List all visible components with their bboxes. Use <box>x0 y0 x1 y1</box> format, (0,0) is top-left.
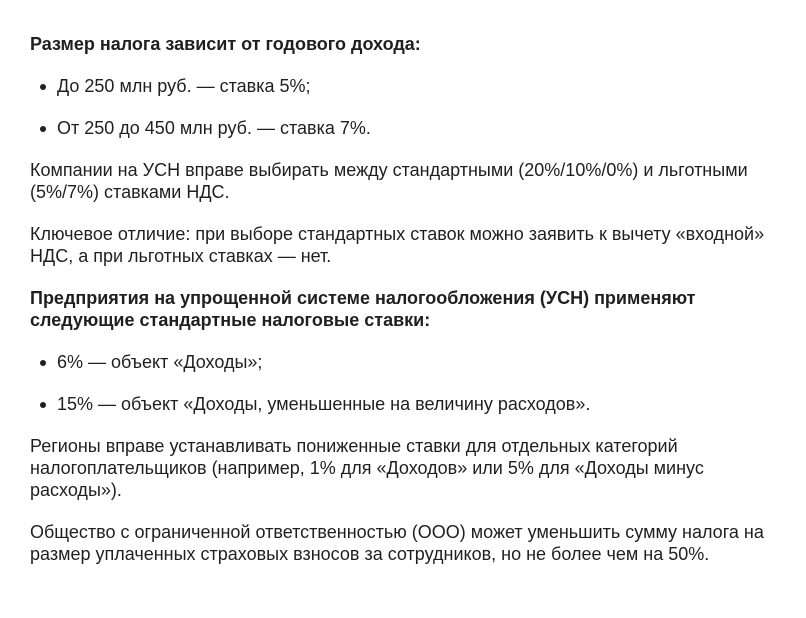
list-item-text: 6% — объект «Доходы»; <box>57 352 263 372</box>
bullet-icon <box>40 360 46 366</box>
bullet-icon <box>40 402 46 408</box>
list-item-text: От 250 до 450 млн руб. — ставка 7%. <box>57 118 371 138</box>
section-heading-income: Размер налога зависит от годового дохода: <box>30 34 421 54</box>
list-item <box>30 393 776 415</box>
list-item-text: До 250 млн руб. — ставка 5%; <box>57 76 311 96</box>
paragraph-vat-choice: Компании на УСН вправе выбирать между стандартными (20%/10%/0%) и льготными (5%/7%) ставками НДС. <box>30 160 748 202</box>
paragraph-key-difference: Ключевое отличие: при выборе стандартных ставок можно заявить к вычету «входной» НДС, а при льготных ставках — нет. <box>30 224 765 266</box>
usn-rate-list <box>30 351 776 415</box>
list-item-text: 15% — объект «Доходы, уменьшенные на величину расходов». <box>57 394 591 414</box>
bullet-icon <box>40 126 46 132</box>
income-rate-list <box>30 75 776 139</box>
section-heading-usn-rates: Предприятия на упрощенной системе налогообложения (УСН) применяют следующие стандартные налоговые ставки: <box>30 288 696 330</box>
paragraph-ooo-deduction: Общество с ограниченной ответственностью (ООО) может уменьшить сумму налога на размер уплаченных страховых взносов за сотрудников, но не более чем на 50%. <box>30 522 764 564</box>
list-item <box>30 117 776 139</box>
bullet-icon <box>40 84 46 90</box>
list-item <box>30 351 776 373</box>
paragraph-regional-rates: Регионы вправе устанавливать пониженные ставки для отдельных категорий налогоплательщиков (например, 1% для «Доходов» или 5% для «Доходы минус расходы»). <box>30 436 704 500</box>
list-item <box>30 75 776 97</box>
